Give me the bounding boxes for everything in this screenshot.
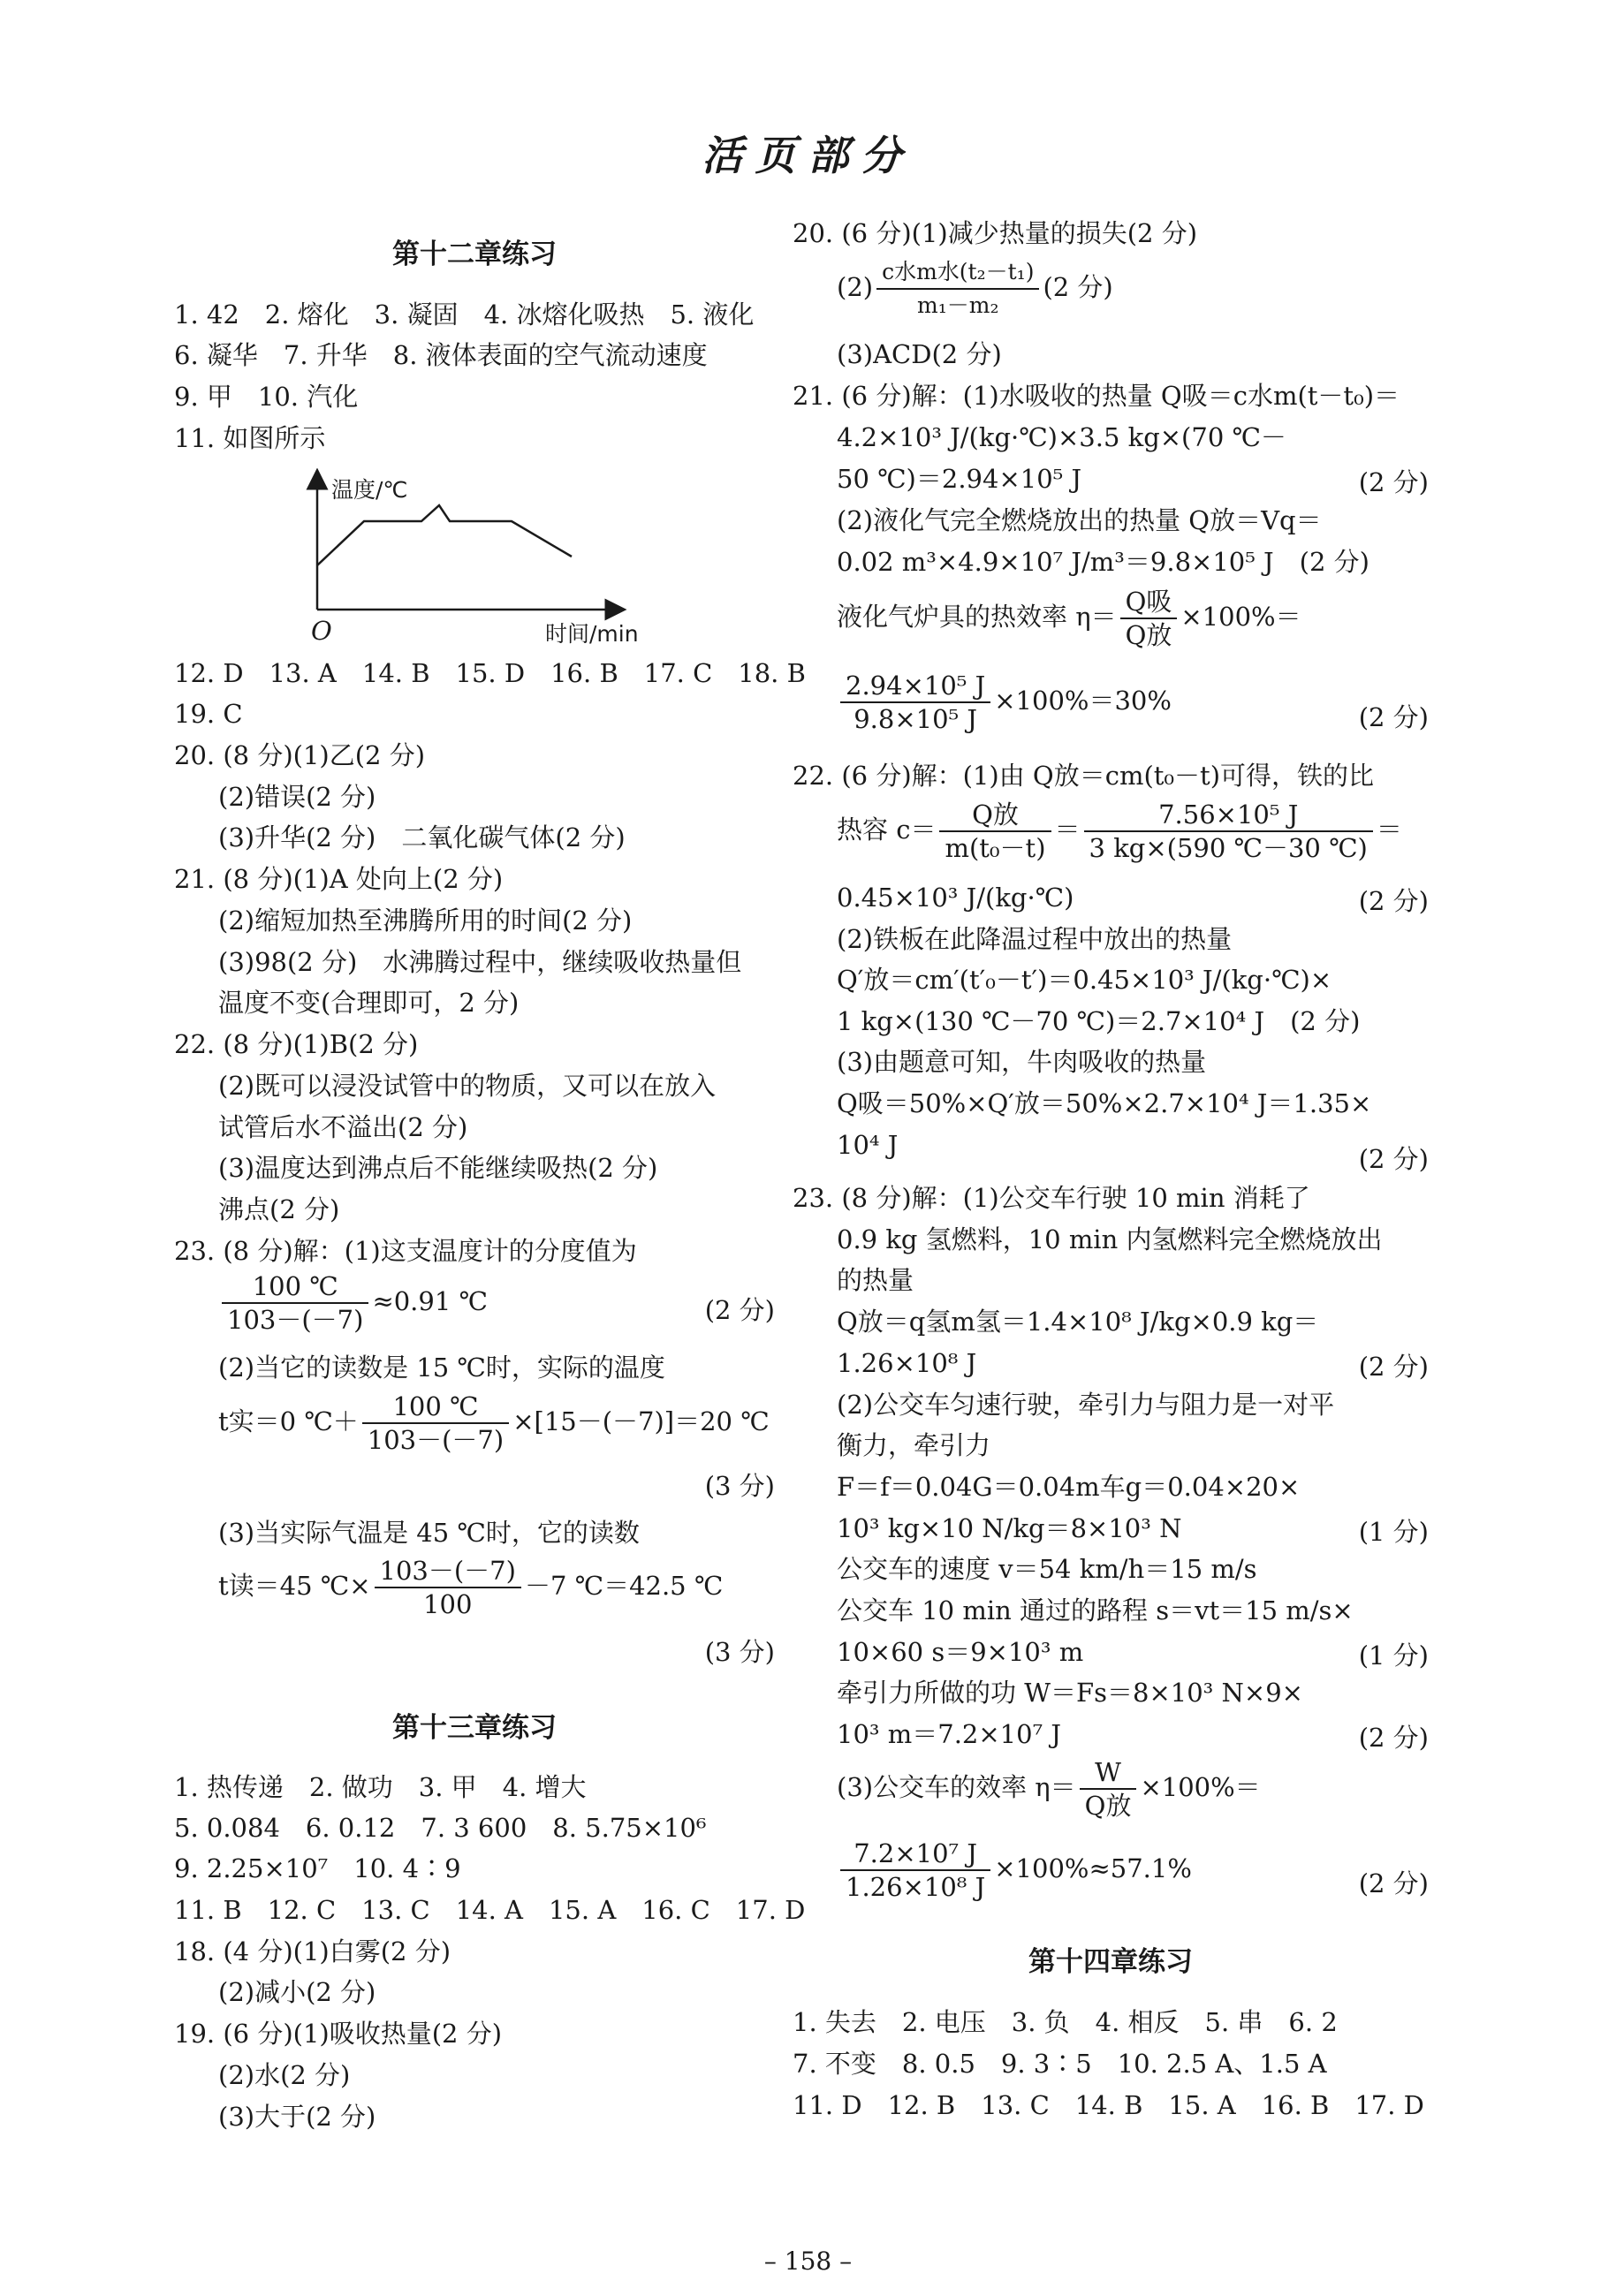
r20-formula: (2) $\frac{\text{c水m水(t₂－t₁)}}{\text{m₁－m₂}}$ (2 分)	[793, 256, 1113, 322]
fraction: $\frac{W}{\text{Q放}}$	[1080, 1756, 1137, 1822]
q18-line-2: (2)减小(2 分)	[218, 1977, 376, 2007]
q20-line-3: (3)升华(2 分) 二氧化碳气体(2 分)	[218, 822, 626, 852]
ch12-answers-2: 6. 凝华 7. 升华 8. 液体表面的空气流动速度	[174, 340, 708, 370]
q23-line-1: 23. (8 分)解：(1)这支温度计的分度值为	[174, 1236, 637, 1266]
r23-points-5: (2 分)	[1358, 1868, 1429, 1898]
q23-points-1: (2 分)	[704, 1295, 775, 1325]
q20-line-2: (2)错误(2 分)	[218, 782, 376, 812]
q21-line-1: 21. (8 分)(1)A 处向上(2 分)	[174, 864, 504, 894]
r21-line-1: 21. (6 分)解：(1)水吸收的热量 Q吸＝c水m(t－t₀)＝	[793, 381, 1400, 411]
q21-line-3: (3)98(2 分) 水沸腾过程中，继续吸收热量但	[218, 947, 742, 977]
fraction: $\frac{100 ℃}{103-(-7)}$	[222, 1270, 368, 1336]
q23-points-3: (3 分)	[704, 1637, 775, 1667]
fraction: $\frac{\text{2.94×10⁵ J}}{\text{9.8×10⁵ J}}$	[840, 670, 990, 735]
q22-line-4: (3)温度达到沸点后不能继续吸热(2 分)	[218, 1153, 658, 1183]
q21-line-4: 温度不变(合理即可，2 分)	[218, 988, 520, 1018]
r23-points-2: (1 分)	[1358, 1517, 1429, 1547]
fraction: $\frac{103-(-7)}{100}$	[375, 1555, 521, 1620]
q23-line-3: (3)当实际气温是 45 ℃时，它的读数	[218, 1518, 640, 1548]
ch13-answers-3: 9. 2.25×10⁷ 10. 4∶9	[174, 1853, 461, 1883]
r22-formula: 热容 c＝ $\frac{\text{Q放}}{\text{m(t₀－t)}}$ ＝ $\frac{\text{7.56×10⁵ J}}{3 kg\times(590 ℃-30 ℃)}$ ＝	[837, 799, 1402, 863]
r23-line-13: 牵引力所做的功 W＝Fs＝8×10³ N×9×	[837, 1678, 1303, 1708]
r23-line-10: 公交车的速度 v＝54 km/h＝15 m/s	[837, 1554, 1257, 1584]
ch12-answers-6: 19. C	[174, 699, 243, 729]
r23-line-8: F＝f＝0.04G＝0.04m车g＝0.04×20×	[837, 1472, 1301, 1502]
r22-line-1: 22. (6 分)解：(1)由 Q放＝cm(t₀－t)可得，铁的比	[793, 761, 1375, 791]
fraction: $\frac{\text{Q吸}}{\text{Q放}}$	[1120, 586, 1178, 651]
r21-points-2: (2 分)	[1358, 702, 1429, 732]
r22-line-9: 10⁴ J	[837, 1130, 899, 1160]
q19-line-3: (3)大于(2 分)	[218, 2102, 376, 2132]
ch12-answers-1: 1. 42 2. 熔化 3. 凝固 4. 冰熔化吸热 5. 液化	[174, 299, 755, 330]
r22-line-8: Q吸＝50%×Q′放＝50%×2.7×10⁴ J＝1.35×	[837, 1088, 1372, 1118]
r23-line-6: (2)公交车匀速行驶，牵引力与阻力是一对平	[837, 1390, 1335, 1420]
r23-points-1: (2 分)	[1358, 1352, 1429, 1382]
r23-formula-1: (3)公交车的效率 η＝ $\frac{W}{\text{Q放}}$ ×100%＝	[837, 1757, 1261, 1821]
r23-line-7: 衡力，牵引力	[837, 1430, 991, 1460]
graph-origin-label: O	[311, 616, 332, 646]
q22-line-3: 试管后水不溢出(2 分)	[218, 1112, 468, 1142]
q19-line-1: 19. (6 分)(1)吸收热量(2 分)	[174, 2019, 503, 2049]
q23-formula-3: t读＝45 ℃× $\frac{103-(-7)}{100}$ －7 ℃＝42.5 ℃	[218, 1556, 724, 1619]
r21-line-4: (2)液化气完全燃烧放出的热量 Q放＝Vq＝	[837, 505, 1322, 535]
chapter-12-heading: 第十二章练习	[392, 239, 557, 270]
fraction: $\frac{\text{7.2×10⁷ J}}{\text{1.26×10⁸ J}}$	[840, 1838, 990, 1903]
page-number: – 158 –	[763, 2247, 853, 2276]
r21-line-3: 50 ℃)＝2.94×10⁵ J	[837, 464, 1082, 494]
r21-line-5: 0.02 m³×4.9×10⁷ J/m³＝9.8×10⁵ J (2 分)	[837, 547, 1369, 577]
ch14-answers-1: 1. 失去 2. 电压 3. 负 4. 相反 5. 串 6. 2	[793, 2007, 1338, 2037]
r21-formula-2: $\frac{\text{2.94×10⁵ J}}{\text{9.8×10⁵ J}}$ ×100%＝30%	[793, 670, 1172, 735]
r23-line-12: 10×60 s＝9×10³ m	[837, 1637, 1084, 1667]
r21-line-2: 4.2×10³ J/(kg·℃)×3.5 kg×(70 ℃－	[837, 422, 1286, 452]
ch14-answers-3: 11. D 12. B 13. C 14. B 15. A 16. B 17. D	[793, 2090, 1424, 2120]
temperature-curve	[317, 505, 572, 565]
graph-x-label: 时间/min	[545, 621, 639, 647]
r23-line-3: 的热量	[837, 1265, 914, 1295]
fraction: $\frac{\text{7.56×10⁵ J}}{3 kg\times(590 ℃-30 ℃)}$	[1084, 799, 1373, 864]
fraction: $\frac{\text{c水m水(t₂－t₁)}}{\text{m₁－m₂}}$	[876, 256, 1039, 322]
r22-line-4: (2)铁板在此降温过程中放出的热量	[837, 924, 1233, 954]
q22-line-1: 22. (8 分)(1)B(2 分)	[174, 1029, 419, 1059]
ch12-answers-3: 9. 甲 10. 汽化	[174, 382, 359, 412]
page-title: 活页部分	[702, 132, 914, 179]
r20-line-3: (3)ACD(2 分)	[837, 339, 1002, 369]
r21-formula-1: 液化气炉具的热效率 η＝ $\frac{\text{Q吸}}{\text{Q放}}$ ×100%＝	[837, 587, 1301, 650]
q19-line-2: (2)水(2 分)	[218, 2060, 351, 2090]
r23-line-11: 公交车 10 min 通过的路程 s＝vt＝15 m/s×	[837, 1595, 1354, 1625]
r22-line-7: (3)由题意可知，牛肉吸收的热量	[837, 1047, 1207, 1077]
r21-points-1: (2 分)	[1358, 467, 1429, 497]
q22-line-2: (2)既可以浸没试管中的物质，又可以在放入	[218, 1071, 717, 1101]
r23-line-4: Q放＝q氢m氢＝1.4×10⁸ J/kg×0.9 kg＝	[837, 1307, 1319, 1337]
q23-points-2: (3 分)	[704, 1471, 775, 1501]
r22-points-1: (2 分)	[1358, 886, 1429, 916]
fraction: $\frac{100 ℃}{103-(-7)}$	[362, 1390, 509, 1456]
chapter-13-heading: 第十三章练习	[392, 1712, 557, 1744]
r20-line-1: 20. (6 分)(1)减少热量的损失(2 分)	[793, 218, 1198, 248]
chapter-14-heading: 第十四章练习	[1028, 1946, 1193, 1978]
r23-line-5: 1.26×10⁸ J	[837, 1348, 977, 1378]
r23-points-4: (2 分)	[1358, 1723, 1429, 1753]
fraction: $\frac{\text{Q放}}{\text{m(t₀－t)}}$	[939, 799, 1051, 864]
q21-line-2: (2)缩短加热至沸腾所用的时间(2 分)	[218, 906, 633, 936]
r23-line-2: 0.9 kg 氢燃料，10 min 内氢燃料完全燃烧放出	[837, 1224, 1383, 1254]
r22-line-5: Q′放＝cm′(t′₀－t′)＝0.45×10³ J/(kg·℃)×	[837, 965, 1332, 995]
graph-y-label: 温度/℃	[331, 477, 408, 503]
ch14-answers-2: 7. 不变 8. 0.5 9. 3∶5 10. 2.5 A、1.5 A	[793, 2049, 1327, 2079]
r23-points-3: (1 分)	[1358, 1641, 1429, 1671]
r23-line-9: 10³ kg×10 N/kg＝8×10³ N	[837, 1513, 1182, 1543]
q20-line-1: 20. (8 分)(1)乙(2 分)	[174, 740, 426, 770]
r23-line-14: 10³ m＝7.2×10⁷ J	[837, 1719, 1062, 1749]
q18-line-1: 18. (4 分)(1)白雾(2 分)	[174, 1936, 451, 1966]
r22-points-2: (2 分)	[1358, 1144, 1429, 1174]
q23-formula-2: t实＝0 ℃＋ $\frac{100 ℃}{103-(-7)}$ ×[15－(－7)]＝20 ℃	[218, 1391, 770, 1455]
q23-formula-1: $\frac{100 ℃}{103-(-7)}$ ≈0.91 ℃	[174, 1270, 488, 1336]
r22-line-6: 1 kg×(130 ℃－70 ℃)＝2.7×10⁴ J (2 分)	[837, 1006, 1361, 1036]
ch12-answers-5: 12. D 13. A 14. B 15. D 16. B 17. C 18. B	[174, 658, 806, 688]
r22-line-3: 0.45×10³ J/(kg·℃)	[837, 883, 1074, 913]
r23-formula-2: $\frac{\text{7.2×10⁷ J}}{\text{1.26×10⁸ J}}$ ×100%≈57.1%	[793, 1838, 1192, 1903]
q22-line-5: 沸点(2 分)	[218, 1194, 340, 1224]
ch13-answers-1: 1. 热传递 2. 做功 3. 甲 4. 增大	[174, 1772, 587, 1802]
ch12-answers-4: 11. 如图所示	[174, 423, 326, 453]
r23-line-1: 23. (8 分)解：(1)公交车行驶 10 min 消耗了	[793, 1183, 1310, 1213]
q23-line-2: (2)当它的读数是 15 ℃时，实际的温度	[218, 1353, 665, 1383]
ch13-answers-4: 11. B 12. C 13. C 14. A 15. A 16. C 17. D	[174, 1895, 806, 1925]
ch13-answers-2: 5. 0.084 6. 0.12 7. 3 600 8. 5.75×10⁶	[174, 1813, 707, 1843]
